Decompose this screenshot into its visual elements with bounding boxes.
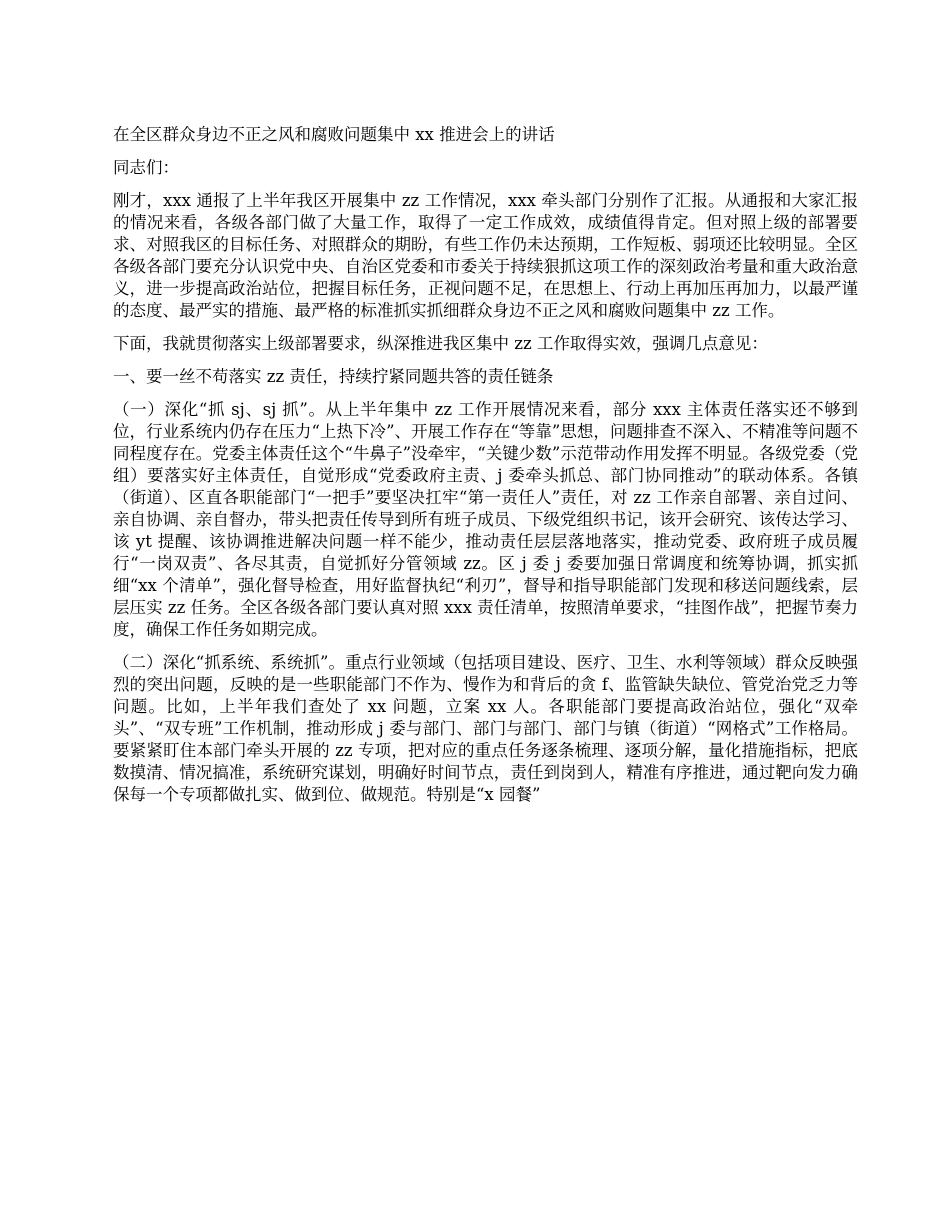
document-page	[113, 124, 858, 817]
salutation: 同志们：	[113, 158, 179, 177]
paragraph-transition: 下面，我就贯彻落实上级部署要求，纵深推进我区集中 zz 工作取得实效，强调几点意见：	[113, 334, 768, 353]
subsection-2: （二）深化“抓系统、系统抓”。重点行业领域（包括项目建设、医疗、卫生、水利等领域）群众反映强烈的突出问题，反映的是一些职能部门不作为、慢作为和背后的贪 f、监管缺失缺位、管党治党乏力等问题。比如，上半年我们查处了 xx 问题，立案 xx 人。各职能部门要提高政治站位，强化“双牵头”、“双专班”工作机制，推动形成 j 委与部门、部门与部门、部门与镇（街道）“网格式”工作格局。要紧紧盯住本部门牵头开展的 zz 专项，把对应的重点任务逐条梳理、逐项分解，量化措施指标，把底数摸清、情况搞准，系统研究谋划，明确好时间节点，责任到岗到人，精准有序推进，通过靶向发力确保每一个专项都做扎实、做到位、做规范。特别是“x 园餐”	[113, 653, 858, 804]
section-heading-1: 一、要一丝不苟落实 zz 责任，持续拧紧同题共答的责任链条	[113, 367, 554, 386]
document-title: 在全区群众身边不正之风和腐败问题集中 xx 推进会上的讲话	[113, 125, 555, 144]
paragraph-intro: 刚才，xxx 通报了上半年我区开展集中 zz 工作情况，xxx 牵头部门分别作了汇报。从通报和大家汇报的情况来看，各级各部门做了大量工作，取得了一定工作成效，成绩值得肯定。但对照上级的部署要求、对照我区的目标任务、对照群众的期盼，有些工作仍未达预期，工作短板、弱项还比较明显。全区各级各部门要充分认识党中央、自治区党委和市委关于持续狠抓这项工作的深刻政治考量和重大政治意义，进一步提高政治站位，把握目标任务，正视问题不足，在思想上、行动上再加压再加力，以最严谨的态度、最严实的措施、最严格的标准抓实抓细群众身边不正之风和腐败问题集中 zz 工作。	[113, 191, 858, 320]
subsection-1: （一）深化“抓 sj、sj 抓”。从上半年集中 zz 工作开展情况来看，部分 xxx 主体责任落实还不够到位，行业系统内仍存在压力“上热下冷”、开展工作存在“等靠”思想，问题排查不深入、不精准等问题不同程度存在。党委主体责任这个“牛鼻子”没牵牢，“关键少数”示范带动作用发挥不明显。各级党委（党组）要落实好主体责任，自觉形成“党委政府主责、j 委牵头抓总、部门协同推动”的联动体系。各镇（街道）、区直各职能部门“一把手”要坚决扛牢“第一责任人”责任，对 zz 工作亲自部署、亲自过问、亲自协调、亲自督办，带头把责任传导到所有班子成员、下级党组织书记，该开会研究、该传达学习、该 yt 提醒、该协调推进解决问题一样不能少，推动责任层层落地落实，推动党委、政府班子成员履行“一岗双责”、各尽其责，自觉抓好分管领域 zz。区 j 委 j 委要加强日常调度和统筹协调，抓实抓细“xx 个清单”，强化督导检查，用好监督执纪“利刃”，督导和指导职能部门发现和移送问题线索，层层压实 zz 任务。全区各级各部门要认真对照 xxx 责任清单，按照清单要求，“挂图作战”，把握节奏力度，确保工作任务如期完成。	[113, 400, 858, 639]
